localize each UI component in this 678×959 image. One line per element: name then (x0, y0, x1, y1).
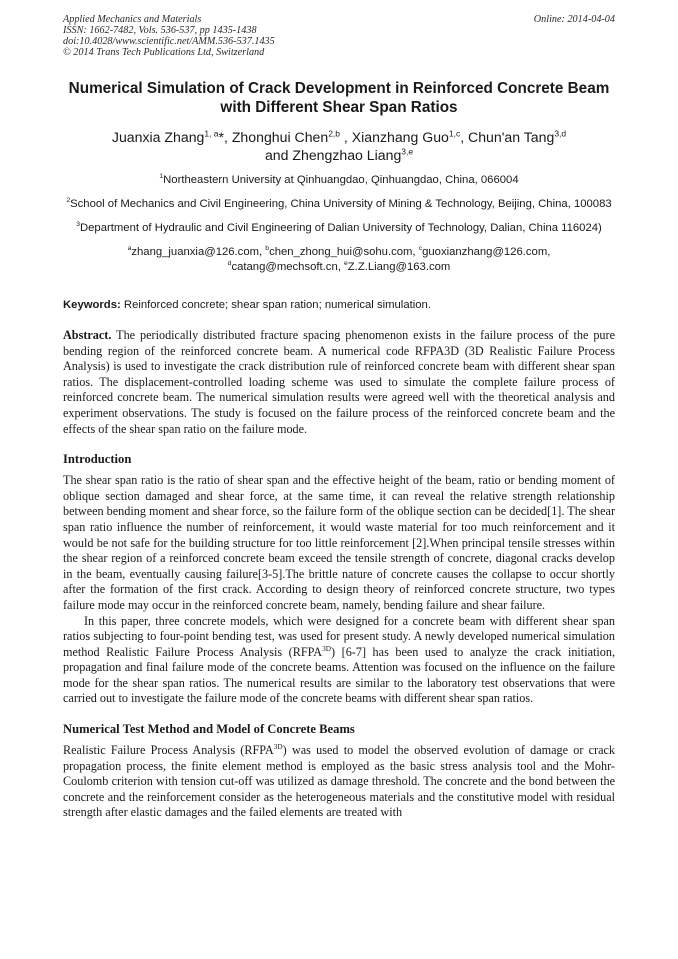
journal-name: Applied Mechanics and Materials (63, 14, 202, 25)
section-heading-method: Numerical Test Method and Model of Concrete Beams (63, 722, 355, 737)
keywords-text: Reinforced concrete; shear span ration; numerical simulation. (120, 299, 431, 311)
email-sup: b (265, 245, 270, 253)
intro-paragraph-2 (63, 614, 615, 708)
author-affil-sup: 2,b (328, 128, 340, 139)
email-address[interactable]: guoxianzhang@126.com, (422, 246, 551, 258)
email-address[interactable]: chen_zhong_hui@sohu.com, (269, 246, 419, 258)
email-list (63, 245, 615, 275)
paragraph-text: In this paper, three concrete models, which were designed for a concrete beam with different shear span ratios subjecting to four-point bending test, was used for present study. A newly developed numerical simulation method Realistic Failure Process Analysis (RFPA (63, 613, 615, 659)
affiliation-text: Northeastern University at Qinhuangdao, Qinhuangdao, China, 066004 (163, 174, 519, 186)
affiliation-3 (63, 221, 615, 236)
email-address[interactable]: Z.Z.Liang@163.com (347, 261, 451, 273)
affiliation-sup: 3 (76, 221, 80, 229)
author-name: , Xianzhang Guo (339, 129, 449, 145)
author-list (63, 128, 615, 164)
journal-masthead (63, 14, 615, 58)
author-affil-sup: 1, a (204, 128, 219, 139)
abstract-text: The periodically distributed fracture spacing phenomenon exists in the failure process of the pure bending region of the reinforced concrete beam. A numerical code RFPA3D (3D Realistic Failure Process Analysis) is used to investigate the crack distribution rule of reinforced concrete beam with different shear span ratios. The displacement-controlled loading scheme was used to simulate the complete failure process of reinforced concrete beam. The numerical simulation results were agreed well with the theoretical analysis and experiment observations. The study is focused on the failure process of the reinforced concrete beam and the effects of the shear span ratio on the failure mode. (63, 328, 615, 436)
online-date: Online: 2014-04-04 (533, 14, 615, 25)
paragraph-text: ) was used to model the observed evolution of damage or crack propagation process, the finite element method is employed as the basic stress analysis tool and the Mohr-Coulomb criterion with tension cut-off was utilized as damage threshold. The concrete and the bond between the concrete and the reinforcement consider as the heterogeneous materials and the constitutive model with residual strength after elastic damages and the failed elements are treated with (63, 743, 616, 820)
email-address[interactable]: catang@mechsoft.cn, (231, 261, 345, 273)
method-paragraph-1 (63, 743, 615, 821)
affiliation-text: Department of Hydraulic and Civil Engineering of Dalian University of Technology, Dalian, China 116024) (79, 222, 602, 234)
doi-line[interactable]: doi:10.4028/www.scientific.net/AMM.536-537.1435 (63, 36, 275, 47)
author-affil-sup: 3,e (401, 146, 414, 157)
intro-paragraph-1: The shear span ratio is the ratio of shear span and the effective height of the beam, ratio or bending moment of oblique section damaged and shear force, at the same time, it can reveal the relative strength relationship between bending moment and shear force, so the failure form of the oblique section can be decided[1]. The shear span ratio influence the number of reinforcement, it would waste material for too much reinforcement and it would be not safe for the building structure for too little reinforcement [2].When principal tensile stresses within the shear region of a reinforced concrete beam exceed the tensile strength of concrete, diagonal cracks develop in the beam, eventually causing failure[3-5].The brittle nature of concrete causes the collapse to occur shortly after the formation of the first crack. According to design theory of reinforced concrete structure, two types failure mode may occur in the reinforced concrete beam, namely, bending failure and shear failure. (63, 473, 615, 612)
corresponding-star: *, (218, 129, 232, 145)
paragraph-text: Realistic Failure Process Analysis (RFPA (63, 743, 274, 758)
abstract-label: Abstract. (63, 328, 112, 342)
abstract (63, 328, 615, 437)
author-name: , Chun'an Tang (460, 129, 555, 145)
author-name: Juanxia Zhang (111, 129, 205, 145)
paper-title: Numerical Simulation of Crack Development in Reinforced Concrete Beam with Different Shear Span Ratios (68, 80, 610, 116)
affiliation-sup: 1 (159, 173, 164, 181)
author-name: Zhonghui Chen (231, 129, 329, 145)
author-name: and Zhengzhao Liang (264, 147, 402, 163)
keywords (63, 298, 615, 313)
issn-line: ISSN: 1662-7482, Vols. 536-537, pp 1435-1438 (63, 25, 257, 36)
author-affil-sup: 1,c (448, 128, 461, 139)
author-affil-sup: 3,d (554, 128, 567, 139)
copyright-line: © 2014 Trans Tech Publications Ltd, Switzerland (63, 47, 265, 58)
email-address[interactable]: zhang_juanxia@126.com, (131, 246, 266, 258)
email-sup: c (418, 245, 423, 253)
affiliation-sup: 2 (66, 197, 71, 205)
paragraph-text: ) [6-7] has been used to analyze the crack initiation, propagation and final failure mode of the concrete beams. Attention was focused on the influence on the failure mode for the shear span ratios. The numerical results are similar to the laboratory test observations that were carried out to investigate the failure mode of the concrete beams with different shear span ratios. (63, 644, 615, 706)
email-sup: a (127, 245, 132, 253)
email-sup: d (227, 260, 232, 268)
affiliation-1 (63, 173, 615, 188)
email-sup: e (344, 260, 348, 268)
superscript: 3D (273, 742, 283, 751)
affiliation-2 (63, 197, 615, 212)
keywords-label: Keywords: (63, 299, 121, 311)
superscript: 3D (322, 643, 332, 653)
section-heading-introduction: Introduction (63, 452, 132, 467)
affiliation-text: School of Mechanics and Civil Engineering, China University of Mining & Technology, Beijing, China, 100083 (70, 198, 612, 210)
